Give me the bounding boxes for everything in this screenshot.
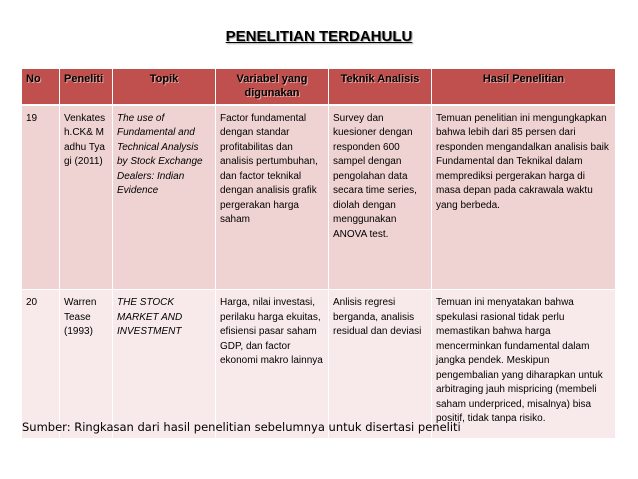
cell-topik: The use of Fundamental and Technical Analysis by Stock Exchange Dealers: Indian Evidence [113,105,216,290]
header-hasil: Hasil Penelitian [432,69,616,105]
header-variabel: Variabel yang digunakan [216,69,329,105]
cell-no: 20 [22,290,60,439]
cell-peneliti: Warren Tease (1993) [60,290,113,439]
header-no: No [22,69,60,105]
source-caption: Sumber: Ringkasan dari hasil penelitian sebelumnya untuk disertasi peneliti [22,420,461,434]
table-header-row [22,69,616,105]
page-title: PENELITIAN TERDAHULU [225,28,413,45]
table-row [22,105,616,290]
header-teknik: Teknik Analisis [329,69,432,105]
header-peneliti: Peneliti [60,69,113,105]
cell-no: 19 [22,105,60,290]
cell-hasil: Temuan penelitian ini mengungkapkan bahwa lebih dari 85 persen dari responden mengandalkan analisis baik Fundamental dan Teknikal dalam memprediksi pergerakan harga di masa depan pada cakrawala waktu yang berbeda. [432,105,616,290]
cell-variabel: Harga, nilai investasi, perilaku harga ekuitas, efisiensi pasar saham GDP, dan factor ekonomi makro lainnya [216,290,329,439]
cell-topik: THE STOCK MARKET AND INVESTMENT [113,290,216,439]
cell-teknik: Anlisis regresi berganda, analisis residual dan deviasi [329,290,432,439]
cell-teknik: Survey dan kuesioner dengan responden 600 sampel dengan pengolahan data secara time series, diolah dengan menggunakan ANOVA test. [329,105,432,290]
cell-hasil: Temuan ini menyatakan bahwa spekulasi rasional tidak perlu memastikan bahwa harga mencerminkan fundamental dalam jangka pendek. Meskipun pengembalian yang diharapkan untuk arbitraging jauh mispricing (membeli saham underpriced, misalnya) bisa positif, tidak tanpa risiko. [432,290,616,439]
cell-variabel: Factor fundamental dengan standar profitabilitas dan analisis pertumbuhan, dan factor teknikal dengan analisis grafik pergerakan harga saham [216,105,329,290]
header-topik: Topik [113,69,216,105]
table-row [22,290,616,439]
cell-peneliti: Venkatesh.CK& Madhu Tyagi (2011) [60,105,113,290]
research-table [21,68,616,439]
